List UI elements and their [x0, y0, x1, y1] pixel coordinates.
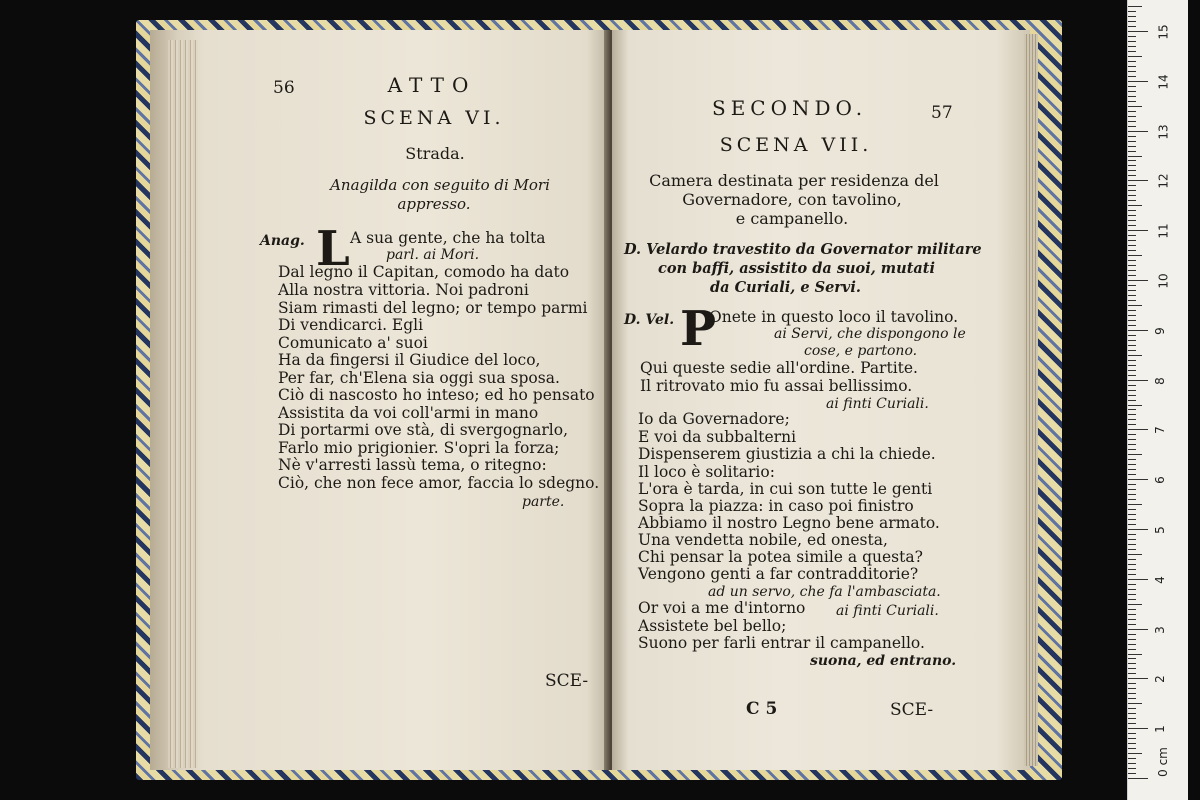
ruler-tick — [1128, 748, 1136, 749]
verse-line: Di vendicarci. Egli — [278, 316, 424, 334]
verse-line: Farlo mio prigionier. S'opri la forza; — [278, 439, 560, 457]
ruler-tick — [1128, 683, 1136, 684]
ruler-tick — [1128, 673, 1136, 674]
ruler-tick — [1128, 136, 1136, 137]
ruler-tick — [1128, 629, 1148, 630]
ruler-tick — [1128, 688, 1136, 689]
stage-aside: ai Servi, che dispongono le — [774, 326, 966, 342]
ruler-tick — [1128, 649, 1136, 650]
ruler-tick — [1128, 295, 1136, 296]
ruler-tick — [1128, 21, 1136, 22]
ruler-tick — [1128, 235, 1136, 236]
running-head-right: SECONDO. — [712, 96, 868, 120]
ruler-tick — [1128, 758, 1136, 759]
ruler-tick — [1128, 778, 1148, 779]
ruler-tick — [1128, 220, 1136, 221]
ruler-tick — [1128, 559, 1136, 560]
ruler-tick — [1128, 315, 1136, 316]
ruler-tick — [1128, 335, 1136, 336]
ruler-tick — [1128, 639, 1136, 640]
verse-line: Chi pensar la potea simile a questa? — [638, 548, 923, 566]
ruler-number: 1 — [1152, 725, 1167, 734]
verse-line: Qui queste sedie all'ordine. Partite. — [640, 359, 918, 377]
scene-title-right: SCENA VII. — [719, 134, 873, 156]
stage-aside: cose, e partono. — [804, 343, 918, 359]
stage-aside: ad un servo, che fa l'ambasciata. — [708, 584, 941, 600]
running-head-left: ATTO — [387, 73, 477, 97]
ruler-tick — [1128, 390, 1136, 391]
ruler-tick — [1128, 230, 1148, 231]
ruler-tick — [1128, 678, 1148, 679]
verse-line: Assistete bel bello; — [638, 617, 787, 635]
ruler-tick — [1128, 46, 1136, 47]
page-number-left: 56 — [273, 78, 295, 98]
ruler-tick — [1128, 434, 1136, 435]
ruler-tick — [1128, 86, 1136, 87]
ruler-tick — [1128, 718, 1136, 719]
ruler-number: 5 — [1152, 526, 1167, 534]
ruler-tick — [1128, 81, 1148, 82]
ruler-tick — [1128, 654, 1142, 655]
verse-line: Io da Governadore; — [638, 410, 790, 428]
ruler-tick — [1128, 489, 1136, 490]
ruler-tick — [1128, 624, 1136, 625]
verse-line: Dispenserem giustizia a chi la chiede. — [638, 445, 936, 463]
verse-line: Ha da fingersi il Giudice del loco, — [278, 351, 541, 369]
ruler-tick — [1128, 340, 1136, 341]
ruler-tick — [1128, 250, 1136, 251]
ruler-tick — [1128, 713, 1136, 714]
ruler-tick — [1128, 165, 1136, 166]
stage-direction-line-1: Anagilda con seguito di Mori — [330, 176, 550, 194]
verse-line: Ciò, che non fece amor, faccia lo sdegno. — [278, 474, 600, 492]
ruler-number: 7 — [1152, 426, 1167, 435]
ruler-tick — [1128, 564, 1136, 565]
ruler-tick — [1128, 255, 1142, 256]
ruler-tick — [1128, 728, 1148, 729]
ruler-tick — [1128, 175, 1136, 176]
ruler-tick — [1128, 459, 1136, 460]
character-intro-line: con baffi, assistito da suoi, mutati — [658, 260, 935, 277]
page-number-right: 57 — [931, 103, 953, 123]
left-page — [150, 30, 610, 770]
stage-aside: ai finti Curiali. — [836, 603, 939, 619]
ruler-tick — [1128, 11, 1136, 12]
ruler-tick — [1128, 151, 1136, 152]
ruler-tick — [1128, 141, 1136, 142]
verse-line: Nè v'arresti lassù tema, o ritegno: — [278, 456, 547, 474]
ruler-tick — [1128, 370, 1136, 371]
verse-line: Suono per farli entrar il campanello. — [638, 634, 925, 652]
ruler-tick — [1128, 215, 1136, 216]
drop-cap-right: P — [680, 301, 717, 357]
ruler-tick — [1128, 733, 1136, 734]
ruler-unit-label: 0 cm — [1155, 747, 1170, 777]
ruler-tick — [1128, 594, 1136, 595]
ruler-number: 12 — [1156, 173, 1171, 190]
verse-line: Onete in questo loco il tavolino. — [709, 308, 959, 326]
ruler-tick — [1128, 126, 1136, 127]
setting-left: Strada. — [405, 144, 465, 163]
ruler-tick — [1128, 61, 1136, 62]
ruler-tick — [1128, 121, 1136, 122]
ruler-tick — [1128, 91, 1136, 92]
ruler-tick — [1128, 280, 1148, 281]
verse-line: E voi da subbalterni — [638, 428, 797, 446]
ruler-tick — [1128, 6, 1142, 7]
setting-line: Governadore, con tavolino, — [682, 190, 902, 209]
ruler-tick — [1128, 210, 1136, 211]
ruler-tick — [1128, 395, 1136, 396]
ruler-tick — [1128, 589, 1136, 590]
ruler-tick — [1128, 380, 1148, 381]
ruler-tick — [1128, 519, 1136, 520]
catchword-right: SCE- — [890, 700, 934, 720]
ruler-tick — [1128, 529, 1148, 530]
ruler-tick — [1128, 499, 1136, 500]
ruler-tick — [1128, 574, 1136, 575]
verse-line: Assistita da voi coll'armi in mano — [278, 404, 539, 422]
ruler-tick — [1128, 290, 1136, 291]
ruler-tick — [1128, 708, 1136, 709]
stage-aside: ai finti Curiali. — [826, 396, 929, 412]
verse-line: Alla nostra vittoria. Noi padroni — [278, 281, 529, 299]
setting-line: Camera destinata per residenza del — [649, 171, 939, 190]
ruler-tick — [1128, 544, 1136, 545]
ruler-tick — [1128, 439, 1136, 440]
ruler-tick — [1128, 96, 1136, 97]
ruler-tick — [1128, 106, 1142, 107]
ruler-tick — [1128, 454, 1142, 455]
ruler-tick — [1128, 409, 1136, 410]
setting-line: e campanello. — [735, 209, 849, 228]
ruler-tick — [1128, 429, 1148, 430]
ruler-tick — [1128, 579, 1148, 580]
ruler-tick — [1128, 190, 1136, 191]
ruler-tick — [1128, 275, 1136, 276]
ruler-number: 2 — [1152, 675, 1167, 684]
verse-line: Di portarmi ove stà, di svergognarlo, — [278, 421, 569, 439]
ruler-tick — [1128, 584, 1136, 585]
measuring-ruler — [1127, 0, 1188, 800]
verse-line: Or voi a me d'intorno — [638, 599, 806, 617]
ruler-tick — [1128, 160, 1136, 161]
ruler-tick — [1128, 504, 1142, 505]
ruler-tick — [1128, 185, 1136, 186]
ruler-tick — [1128, 474, 1136, 475]
ruler-tick — [1128, 31, 1148, 32]
ruler-tick — [1128, 644, 1136, 645]
ruler-tick — [1128, 205, 1142, 206]
ruler-tick — [1128, 195, 1136, 196]
scene-title-left: SCENA VI. — [363, 107, 505, 129]
ruler-tick — [1128, 310, 1136, 311]
ruler-tick — [1128, 51, 1136, 52]
ruler-tick — [1128, 419, 1136, 420]
verse-line: Siam rimasti del legno; or tempo parmi — [278, 299, 588, 317]
ruler-tick — [1128, 604, 1142, 605]
ruler-tick — [1128, 41, 1136, 42]
ruler-tick — [1128, 405, 1142, 406]
ruler-tick — [1128, 424, 1136, 425]
ruler-tick — [1128, 270, 1136, 271]
drop-cap-left: L — [316, 221, 350, 277]
ruler-tick — [1128, 444, 1136, 445]
ruler-tick — [1128, 111, 1136, 112]
ruler-tick — [1128, 753, 1142, 754]
ruler-tick — [1128, 698, 1136, 699]
ruler-number: 4 — [1152, 575, 1167, 584]
ruler-number: 6 — [1152, 476, 1167, 485]
ruler-number: 15 — [1156, 24, 1171, 40]
page-edges-right — [1024, 34, 1038, 766]
ruler-tick — [1128, 723, 1136, 724]
ruler-tick — [1128, 609, 1136, 610]
speaker-label-right: D. Vel. — [624, 312, 675, 328]
ruler-tick — [1128, 738, 1136, 739]
ruler-tick — [1128, 101, 1136, 102]
ruler-tick — [1128, 484, 1136, 485]
ruler-tick — [1128, 663, 1136, 664]
ruler-tick — [1128, 634, 1136, 635]
verse-line: Per far, ch'Elena sia oggi sua sposa. — [278, 369, 560, 387]
ruler-tick — [1128, 599, 1136, 600]
ruler-tick — [1128, 534, 1136, 535]
ruler-tick — [1128, 614, 1136, 615]
ruler-tick — [1128, 494, 1136, 495]
ruler-tick — [1128, 330, 1148, 331]
ruler-tick — [1128, 365, 1136, 366]
speaker-label-left: Anag. — [260, 233, 305, 249]
ruler-tick — [1128, 743, 1136, 744]
ruler-tick — [1128, 66, 1136, 67]
ruler-tick — [1128, 668, 1136, 669]
ruler-number: 10 — [1156, 273, 1171, 289]
ruler-tick — [1128, 76, 1136, 77]
ruler-tick — [1128, 146, 1136, 147]
ruler-tick — [1128, 549, 1136, 550]
ruler-tick — [1128, 285, 1136, 286]
ruler-tick — [1128, 345, 1136, 346]
ruler-tick — [1128, 385, 1136, 386]
verse-line: A sua gente, che ha tolta — [350, 229, 546, 247]
signature-mark: C 5 — [746, 699, 778, 719]
ruler-tick — [1128, 350, 1136, 351]
ruler-tick — [1128, 658, 1136, 659]
verse-line: Sopra la piazza: in caso poi finistro — [638, 497, 914, 515]
ruler-number: 13 — [1156, 123, 1171, 140]
verse-line: L'ora è tarda, in cui son tutte le genti — [638, 480, 933, 498]
verse-line: Ciò di nascosto ho inteso; ed ho pensato — [278, 386, 595, 404]
stage-aside: parl. ai Mori. — [386, 247, 480, 263]
ruler-tick — [1128, 71, 1136, 72]
verse-line: Il ritrovato mio fu assai bellissimo. — [640, 377, 913, 395]
ruler-tick — [1128, 36, 1136, 37]
ruler-tick — [1128, 400, 1136, 401]
ruler-tick — [1128, 245, 1136, 246]
ruler-tick — [1128, 170, 1136, 171]
ruler-tick — [1128, 26, 1136, 27]
ruler-tick — [1128, 16, 1136, 17]
character-intro-line: D. Velardo travestito da Governator militare — [624, 241, 982, 258]
ruler-number: 14 — [1156, 74, 1171, 90]
stage-aside: suona, ed entrano. — [810, 653, 957, 669]
ruler-tick — [1128, 464, 1136, 465]
ruler-tick — [1128, 469, 1136, 470]
ruler-tick — [1128, 693, 1136, 694]
ruler-tick — [1128, 305, 1142, 306]
ruler-number: 3 — [1152, 625, 1167, 634]
ruler-tick — [1128, 325, 1136, 326]
ruler-tick — [1128, 768, 1136, 769]
ruler-tick — [1128, 514, 1136, 515]
ruler-tick — [1128, 509, 1136, 510]
verse-line: Abbiamo il nostro Legno bene armato. — [638, 514, 940, 532]
ruler-tick — [1128, 539, 1136, 540]
ruler-tick — [1128, 240, 1136, 241]
ruler-tick — [1128, 200, 1136, 201]
ruler-tick — [1128, 619, 1136, 620]
ruler-tick — [1128, 320, 1136, 321]
verse-line: Comunicato a' suoi — [278, 334, 428, 352]
ruler-tick — [1128, 414, 1136, 415]
ruler-tick — [1128, 116, 1136, 117]
ruler-tick — [1128, 763, 1136, 764]
ruler-number: 9 — [1152, 326, 1167, 335]
exit-direction: parte. — [522, 494, 565, 510]
ruler-tick — [1128, 156, 1142, 157]
stage-direction-line-2: appresso. — [397, 195, 471, 213]
catchword-left: SCE- — [545, 671, 589, 691]
verse-line: Una vendetta nobile, ed onesta, — [638, 531, 888, 549]
ruler-tick — [1128, 773, 1136, 774]
ruler-tick — [1128, 524, 1136, 525]
verse-line: Il loco è solitario: — [638, 463, 775, 481]
ruler-tick — [1128, 554, 1142, 555]
ruler-number: 8 — [1152, 376, 1167, 385]
ruler-tick — [1128, 56, 1142, 57]
ruler-tick — [1128, 449, 1136, 450]
page-edges — [168, 40, 198, 768]
verse-line: Vengono genti a far contradditorie? — [638, 565, 919, 583]
ruler-tick — [1128, 131, 1148, 132]
ruler-tick — [1128, 355, 1142, 356]
verse-line: Dal legno il Capitan, comodo ha dato — [278, 263, 570, 281]
ruler-tick — [1128, 375, 1136, 376]
ruler-number: 11 — [1156, 223, 1171, 239]
ruler-tick — [1128, 360, 1136, 361]
ruler-tick — [1128, 479, 1148, 480]
ruler-tick — [1128, 180, 1148, 181]
character-intro-line: da Curiali, e Servi. — [710, 279, 861, 296]
ruler-tick — [1128, 225, 1136, 226]
ruler-tick — [1128, 300, 1136, 301]
ruler-tick — [1128, 569, 1136, 570]
ruler-tick — [1128, 703, 1142, 704]
ruler-tick — [1128, 265, 1136, 266]
right-page — [612, 30, 1030, 770]
ruler-tick — [1128, 260, 1136, 261]
